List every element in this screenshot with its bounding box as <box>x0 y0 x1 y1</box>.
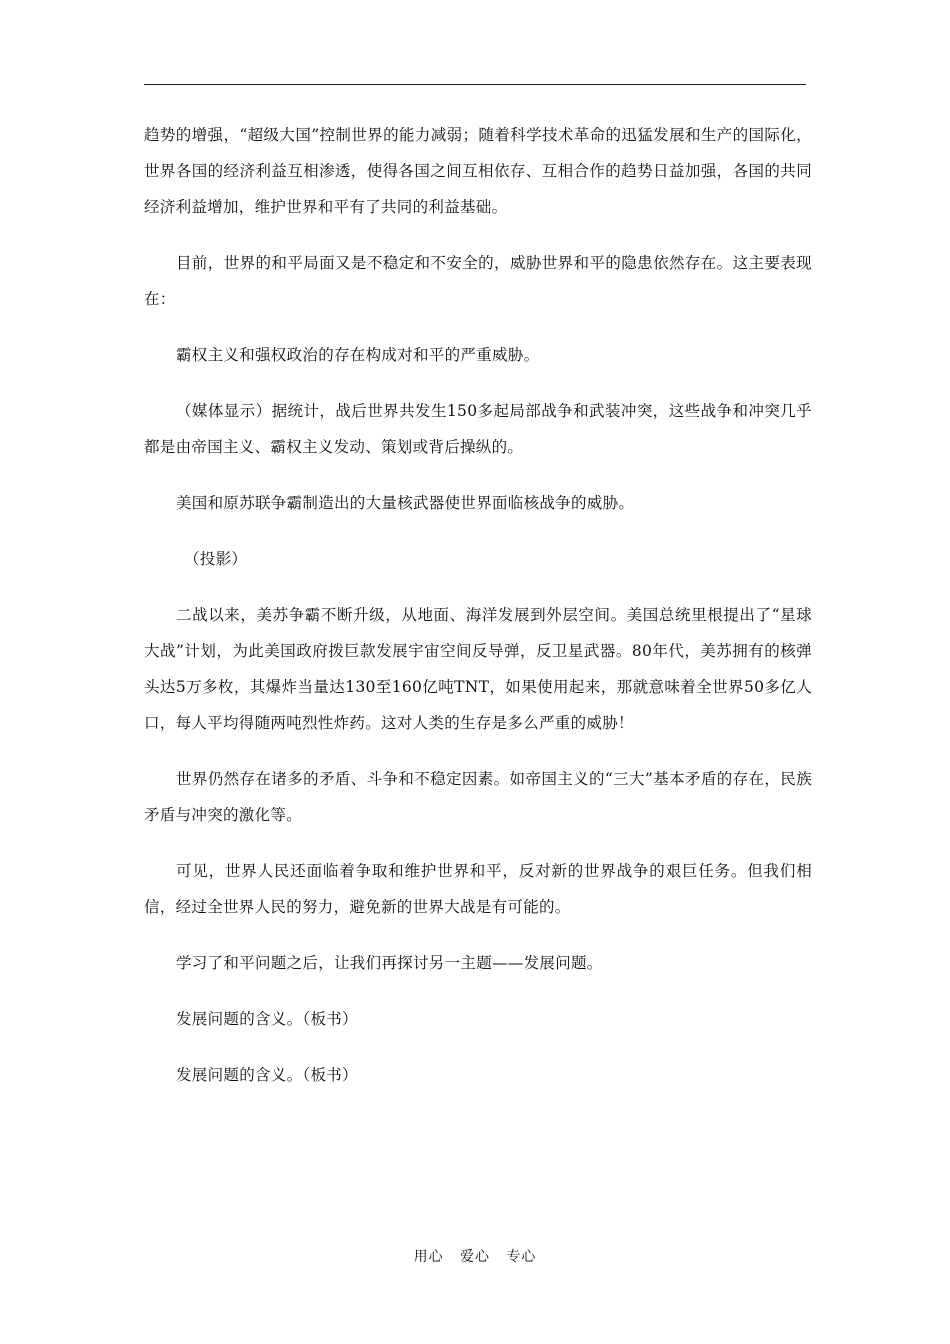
paragraph-continuation: 趋势的增强，“超级大国”控制世界的能力减弱；随着科学技术革命的迅猛发展和生产的国际化，世界各国的经济利益互相渗透，使得各国之间互相依存、互相合作的趋势日益加强，各国的共同经济利益增加，维护世界和平有了共同的利益基础。 <box>144 126 812 216</box>
paragraph-board-note-2: 发展问题的含义。（板书） <box>176 1066 358 1084</box>
paragraph-media-display: （媒体显示）据统计，战后世界共发生150多起局部战争和武装冲突，这些战争和冲突几乎都是由帝国主义、霸权主义发动、策划或背后操纵的。 <box>144 402 812 456</box>
paragraph-arms-race: 二战以来，美苏争霸不断升级，从地面、海洋发展到外层空间。美国总统里根提出了“星球大战”计划，为此美国政府拨巨款发展宇宙空间反导弹，反卫星武器。80年代，美苏拥有的核弹头达5万多枚，其爆炸当量达130至160亿吨TNT，如果使用起来，那就意味着全世界50多亿人口，每人平均得随两吨烈性炸药。这对人类的生存是多么严重的威胁！ <box>144 606 812 732</box>
paragraph-projection: （投影） <box>184 550 248 568</box>
paragraph-contradictions: 世界仍然存在诸多的矛盾、斗争和不稳定因素。如帝国主义的“三大”基本矛盾的存在，民族矛盾与冲突的激化等。 <box>144 770 812 824</box>
paragraph-hegemony: 霸权主义和强权政治的存在构成对和平的严重威胁。 <box>176 346 540 364</box>
paragraph-threats-intro: 目前，世界的和平局面又是不稳定和不安全的，威胁世界和平的隐患依然存在。这主要表现在： <box>144 254 812 308</box>
paragraph-transition: 学习了和平问题之后，让我们再探讨另一主题——发展问题。 <box>176 954 603 972</box>
page-footer: 用心 爱心 专心 <box>413 1249 537 1265</box>
paragraph-conclusion: 可见，世界人民还面临着争取和维护世界和平，反对新的世界战争的艰巨任务。但我们相信，经过全世界人民的努力，避免新的世界大战是有可能的。 <box>144 862 812 916</box>
document-body <box>144 117 812 1113</box>
header-rule <box>144 84 806 85</box>
paragraph-nuclear-threat: 美国和原苏联争霸制造出的大量核武器使世界面临核战争的威胁。 <box>176 494 635 512</box>
paragraph-board-note-1: 发展问题的含义。（板书） <box>176 1010 358 1028</box>
